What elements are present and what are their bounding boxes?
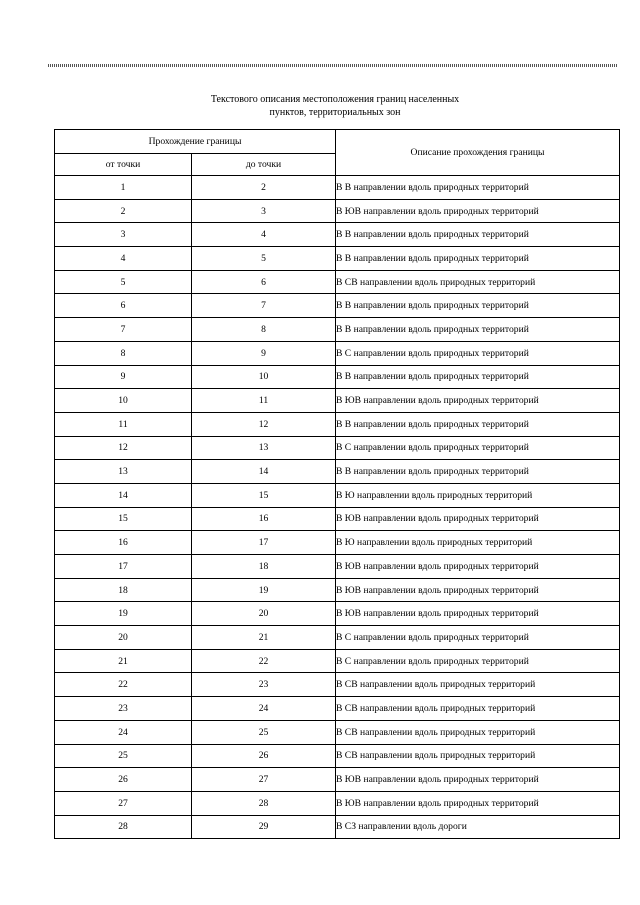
cell-to-point: 2 [192, 176, 336, 200]
table-row [55, 365, 620, 389]
cell-from-point: 15 [55, 507, 192, 531]
table-row [55, 673, 620, 697]
cell-description: В С направлении вдоль природных территорий [336, 649, 620, 673]
cell-to-point: 21 [192, 626, 336, 650]
cell-description: В Ю направлении вдоль природных территорий [336, 483, 620, 507]
cell-description: В В направлении вдоль природных территорий [336, 412, 620, 436]
cell-from-point: 21 [55, 649, 192, 673]
cell-description: В ЮВ направлении вдоль природных территорий [336, 389, 620, 413]
cell-description: В СВ направлении вдоль природных территорий [336, 673, 620, 697]
table-row [55, 436, 620, 460]
cell-from-point: 14 [55, 483, 192, 507]
cell-description: В В направлении вдоль природных территорий [336, 294, 620, 318]
cell-from-point: 26 [55, 768, 192, 792]
cell-from-point: 24 [55, 720, 192, 744]
table-row [55, 602, 620, 626]
cell-description: В ЮВ направлении вдоль природных территорий [336, 507, 620, 531]
cell-to-point: 17 [192, 531, 336, 555]
cell-from-point: 20 [55, 626, 192, 650]
cell-from-point: 9 [55, 365, 192, 389]
cell-to-point: 25 [192, 720, 336, 744]
cell-from-point: 18 [55, 578, 192, 602]
cell-from-point: 22 [55, 673, 192, 697]
cell-from-point: 27 [55, 791, 192, 815]
cell-from-point: 7 [55, 318, 192, 342]
document-title-line-1: Текстового описания местоположения границ населенных [210, 94, 460, 105]
cell-from-point: 10 [55, 389, 192, 413]
cell-description: В В направлении вдоль природных территорий [336, 365, 620, 389]
cell-description: В ЮВ направлении вдоль природных территорий [336, 199, 620, 223]
header-boundary-description: Описание прохождения границы [336, 130, 620, 176]
cell-to-point: 14 [192, 460, 336, 484]
cell-description: В В направлении вдоль природных территорий [336, 247, 620, 271]
cell-from-point: 13 [55, 460, 192, 484]
cell-description: В ЮВ направлении вдоль природных территорий [336, 602, 620, 626]
cell-from-point: 23 [55, 697, 192, 721]
cell-description: В В направлении вдоль природных территорий [336, 460, 620, 484]
cell-description: В СЗ направлении вдоль дороги [336, 815, 620, 839]
cell-from-point: 5 [55, 270, 192, 294]
header-boundary-passage: Прохождение границы [55, 130, 336, 154]
table-row [55, 341, 620, 365]
cell-to-point: 13 [192, 436, 336, 460]
table-row [55, 649, 620, 673]
cell-to-point: 20 [192, 602, 336, 626]
cell-from-point: 2 [55, 199, 192, 223]
cell-description: В С направлении вдоль природных территорий [336, 341, 620, 365]
table-row [55, 531, 620, 555]
table-row [55, 578, 620, 602]
table-row [55, 270, 620, 294]
table-row [55, 247, 620, 271]
cell-description: В В направлении вдоль природных территорий [336, 176, 620, 200]
table-row [55, 389, 620, 413]
cell-to-point: 29 [192, 815, 336, 839]
table-row [55, 176, 620, 200]
cell-description: В ЮВ направлении вдоль природных территорий [336, 555, 620, 579]
table-row [55, 318, 620, 342]
cell-to-point: 24 [192, 697, 336, 721]
cell-to-point: 7 [192, 294, 336, 318]
table-row [55, 626, 620, 650]
cell-to-point: 6 [192, 270, 336, 294]
table-row [55, 744, 620, 768]
cell-description: В Ю направлении вдоль природных территорий [336, 531, 620, 555]
table-row [55, 507, 620, 531]
table-body [55, 176, 620, 839]
cell-from-point: 8 [55, 341, 192, 365]
table-row [55, 460, 620, 484]
cell-from-point: 19 [55, 602, 192, 626]
table-row [55, 223, 620, 247]
cell-to-point: 8 [192, 318, 336, 342]
cell-description: В СВ направлении вдоль природных территорий [336, 720, 620, 744]
header-to-point: до точки [192, 154, 336, 176]
cell-description: В СВ направлении вдоль природных территорий [336, 744, 620, 768]
cell-to-point: 4 [192, 223, 336, 247]
table-row [55, 412, 620, 436]
cell-from-point: 3 [55, 223, 192, 247]
cell-description: В В направлении вдоль природных территорий [336, 318, 620, 342]
cell-to-point: 9 [192, 341, 336, 365]
table-row [55, 483, 620, 507]
cell-from-point: 1 [55, 176, 192, 200]
cell-to-point: 12 [192, 412, 336, 436]
cell-from-point: 17 [55, 555, 192, 579]
table-row [55, 720, 620, 744]
cell-from-point: 12 [55, 436, 192, 460]
document-title-line-2: пунктов, территориальных зон [269, 107, 401, 118]
cell-from-point: 4 [55, 247, 192, 271]
cell-description: В С направлении вдоль природных территорий [336, 436, 620, 460]
table-row [55, 294, 620, 318]
document-title [160, 93, 510, 119]
boundary-description-table [54, 129, 620, 839]
cell-from-point: 16 [55, 531, 192, 555]
cell-to-point: 3 [192, 199, 336, 223]
cell-description: В СВ направлении вдоль природных территорий [336, 270, 620, 294]
cell-to-point: 16 [192, 507, 336, 531]
cell-to-point: 15 [192, 483, 336, 507]
cell-from-point: 6 [55, 294, 192, 318]
cell-to-point: 27 [192, 768, 336, 792]
cell-description: В ЮВ направлении вдоль природных территорий [336, 578, 620, 602]
cell-to-point: 18 [192, 555, 336, 579]
cell-description: В С направлении вдоль природных территорий [336, 626, 620, 650]
table-row [55, 768, 620, 792]
cell-from-point: 11 [55, 412, 192, 436]
cell-to-point: 23 [192, 673, 336, 697]
cell-to-point: 26 [192, 744, 336, 768]
cell-from-point: 28 [55, 815, 192, 839]
table-row [55, 791, 620, 815]
table-row [55, 697, 620, 721]
cell-to-point: 5 [192, 247, 336, 271]
cell-to-point: 19 [192, 578, 336, 602]
table-row [55, 555, 620, 579]
cell-description: В ЮВ направлении вдоль природных территорий [336, 791, 620, 815]
cell-description: В ЮВ направлении вдоль природных территорий [336, 768, 620, 792]
top-dotted-rule [48, 64, 618, 67]
cell-from-point: 25 [55, 744, 192, 768]
cell-to-point: 22 [192, 649, 336, 673]
cell-description: В СВ направлении вдоль природных территорий [336, 697, 620, 721]
table-row [55, 199, 620, 223]
cell-to-point: 28 [192, 791, 336, 815]
cell-to-point: 11 [192, 389, 336, 413]
cell-description: В В направлении вдоль природных территорий [336, 223, 620, 247]
header-from-point: от точки [55, 154, 192, 176]
cell-to-point: 10 [192, 365, 336, 389]
table-row [55, 815, 620, 839]
